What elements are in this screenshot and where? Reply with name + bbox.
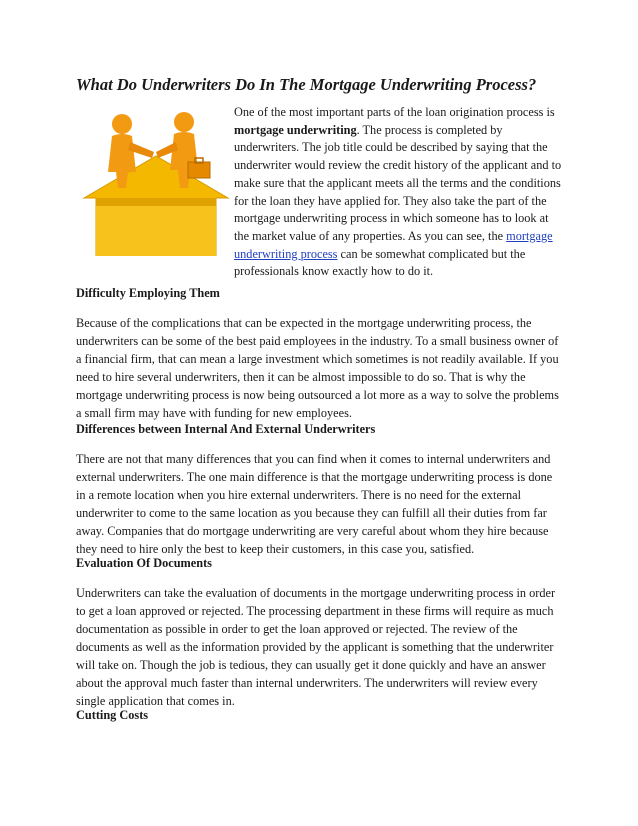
section-heading: Differences between Internal And External Underwriters xyxy=(76,422,376,436)
intro-paragraph xyxy=(234,104,564,281)
intro-text-start: One of the most important parts of the loan origination process is xyxy=(234,105,555,119)
intro-bold-term: mortgage underwriting xyxy=(234,122,357,137)
section-difficulty-employing xyxy=(76,284,564,422)
section-cutting-costs xyxy=(76,706,564,724)
document-title: What Do Underwriters Do In The Mortgage Underwriting Process? xyxy=(76,75,537,94)
mortgage-underwriting-process-link[interactable]: mortgage underwriting process xyxy=(234,228,553,261)
section-heading: Cutting Costs xyxy=(76,708,149,722)
section-heading: Difficulty Employing Them xyxy=(76,286,220,300)
intro-text-end: can be somewhat complicated but the professionals know exactly how to do it. xyxy=(234,246,526,279)
section-body: There are not that many differences that you can find when it comes to internal underwriters and external underwriters. The one main difference is that the mortgage underwriting process is done in a remote location when you hire external underwriters. There is no need for the external underwriter to come to the same location as you because they can fulfill all their duties from far away. Companies that do mortgage underwriting are very careful about whom they hire because they need to hire only the best to keep their customers, in this case you, satisfied. xyxy=(76,452,553,556)
intro-text-middle: . The process is completed by underwriters. The job title could be described by saying that the underwriter would review the credit history of the applicant and to make sure that the applicant meets all the terms and the conditions for the loan they have applied for. They also take the part of the mortgage underwriting process in which someone has to look at the market value of any properties. As you can see, the xyxy=(234,122,562,243)
section-body: Because of the complications that can be expected in the mortgage underwriting process, the underwriters can be some of the best paid employees in the industry. To a small business owner of a financial firm, that can mean a large investment which sometimes is not readily available. If you need to hire several underwriters, then it can be almost impossible to do so. That is why the mortgage underwriting process is now being outsourced a lot more as a way to solve the problems a small firm may have with funding for new employees. xyxy=(76,316,559,420)
section-body: Underwriters can take the evaluation of documents in the mortgage underwriting process in order to get a loan approved or rejected. The processing department in these firms will require as much documentation as possible in order to get the loan approved or rejected. The review of the documents as well as the information provided by the applicant is something that the underwriter will take on. Though the job is tedious, they can usually get it done quickly and have an answer about the approval much faster than internal underwriters. The underwriters will review every single application that comes in. xyxy=(76,586,556,708)
section-evaluation-documents xyxy=(76,554,564,710)
section-internal-external xyxy=(76,420,564,558)
handshake-on-house-icon xyxy=(76,106,234,256)
section-heading: Evaluation Of Documents xyxy=(76,556,212,570)
